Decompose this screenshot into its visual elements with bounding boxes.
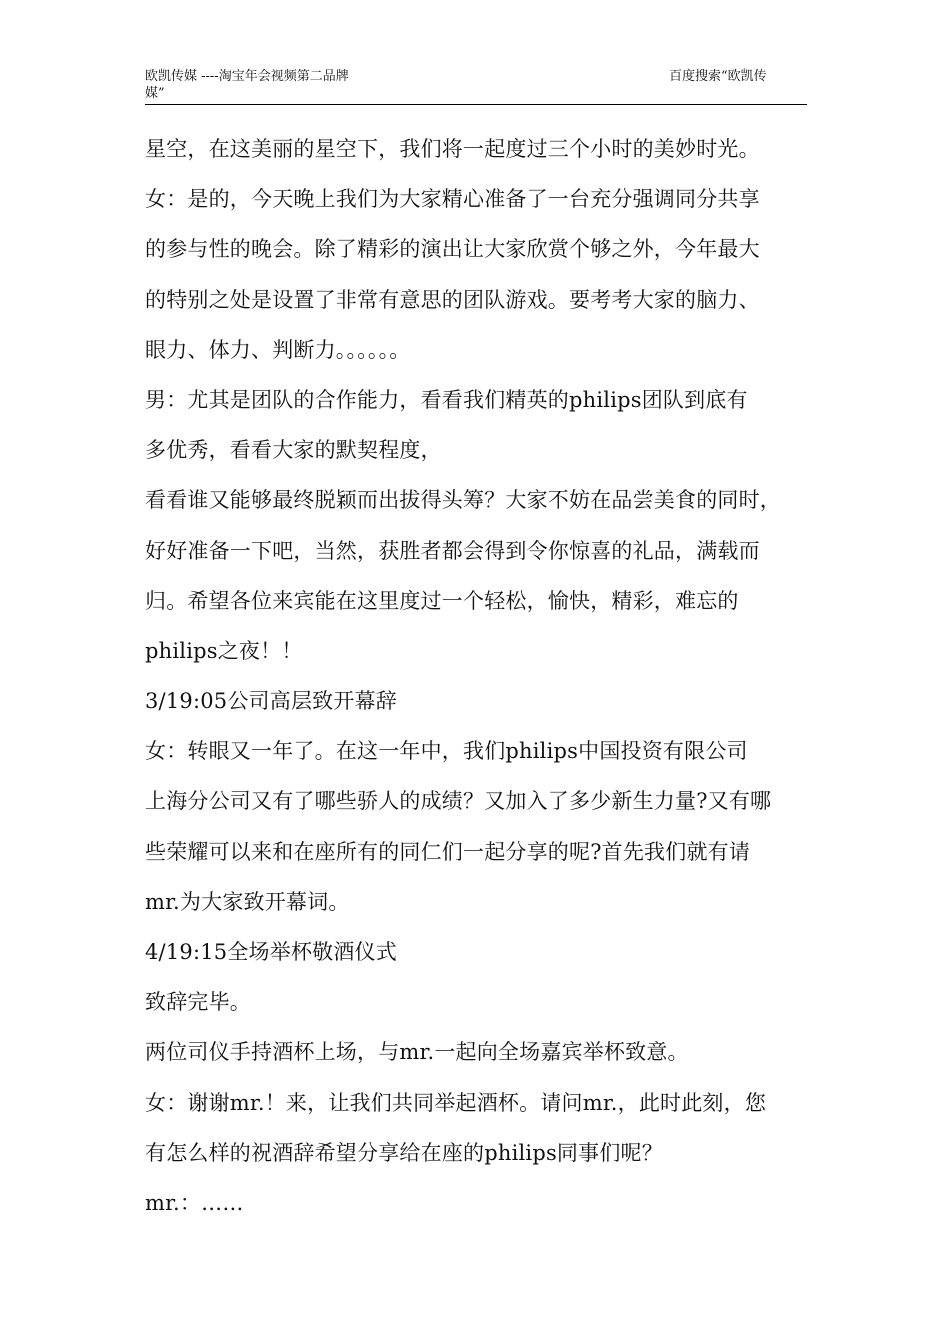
text-line: 些荣耀可以来和在座所有的同仁们一起分享的呢?首先我们就有请 <box>145 839 751 864</box>
text-line: philips之夜！！ <box>145 638 303 663</box>
text-line: 致辞完毕。 <box>145 990 251 1015</box>
text-line: 归。希望各位来宾能在这里度过一个轻松，愉快，精彩，难忘的 <box>145 588 739 613</box>
text-line: mr.为大家致开幕词。 <box>145 889 350 914</box>
header-left-line-1: 欧凯传媒 ----淘宝年会视频第二品牌 <box>145 69 349 84</box>
header-right-text: 百度搜索“欧凯传 <box>669 69 767 84</box>
text-line: 女：谢谢mr.！来，让我们共同举起酒杯。请问mr.，此时此刻，您 <box>145 1090 767 1115</box>
text-line: 上海分公司又有了哪些骄人的成绩？又加入了多少新生力量?又有哪 <box>145 789 772 814</box>
text-line: mr.：…… <box>145 1190 244 1215</box>
header-left-text <box>145 68 395 102</box>
text-line: 看看谁又能够最终脱颖而出拔得头筹？大家不妨在品尝美食的同时， <box>145 488 781 513</box>
text-line: 女：是的，今天晚上我们为大家精心准备了一台充分强调同分共享 <box>145 187 760 212</box>
text-line: 两位司仪手持酒杯上场，与mr.一起向全场嘉宾举杯致意。 <box>145 1040 689 1065</box>
text-line: 的特别之处是设置了非常有意思的团队游戏。要考考大家的脑力、 <box>145 287 760 312</box>
text-line: 好好准备一下吧，当然，获胜者都会得到令你惊喜的礼品，满载而 <box>145 538 760 563</box>
page-header <box>145 66 807 105</box>
text-line: 有怎么样的祝酒辞希望分享给在座的philips同事们呢？ <box>145 1140 663 1165</box>
text-line: 的参与性的晚会。除了精彩的演出让大家欣赏个够之外，今年最大 <box>145 237 760 262</box>
text-line: 女：转眼又一年了。在这一年中，我们philips中国投资有限公司 <box>145 739 748 764</box>
document-body <box>145 124 807 1228</box>
text-line: 星空，在这美丽的星空下，我们将一起度过三个小时的美妙时光。 <box>145 137 760 161</box>
section-heading: 3/19:05公司高层致开幕辞 <box>145 689 397 714</box>
header-left-line-2: 媒” <box>145 86 165 101</box>
text-line: 眼力、体力、判断力。。。。。。 <box>145 337 411 362</box>
text-line: 男：尤其是团队的合作能力，看看我们精英的philips团队到底有 <box>145 387 748 412</box>
text-line: 多优秀，看看大家的默契程度， <box>145 438 442 463</box>
section-heading: 4/19:15全场举杯敬酒仪式 <box>145 940 397 964</box>
